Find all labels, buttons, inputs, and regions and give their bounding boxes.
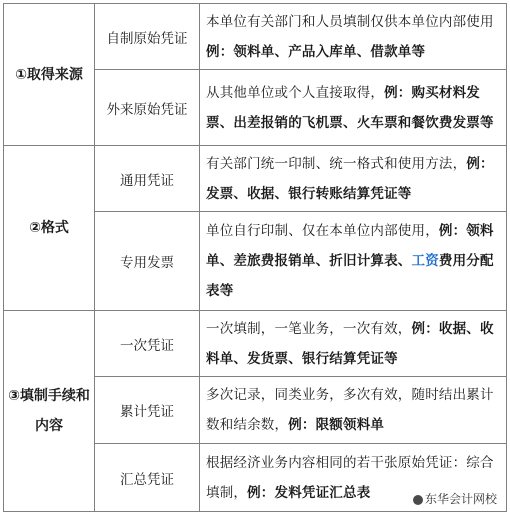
description-cell (200, 70, 507, 146)
wage-link[interactable]: 工资 (411, 253, 439, 269)
subtype-cell: 一次凭证 (95, 311, 200, 377)
description-cell (200, 146, 507, 212)
example-text: 例：领料单、产品入库单、借款单等 (206, 43, 426, 60)
table-row (4, 4, 507, 70)
description-cell (200, 311, 507, 377)
watermark (410, 489, 500, 508)
subtype-cell: 自制原始凭证 (95, 4, 200, 70)
description-text: 根据经济业务内容相同的若干张原始凭证：综合填制， (206, 454, 494, 501)
example-text-tail: 费用分配表等 (206, 253, 494, 299)
description-text: 有关部门统一印制、统一格式和使用方法， (206, 155, 467, 172)
description-text: 本单位有关部门和人员填制仅供本单位内部使用 (206, 13, 494, 30)
table-row (4, 311, 507, 377)
subtype-cell: 汇总凭证 (95, 444, 200, 512)
description-cell (200, 4, 507, 70)
subtype-cell: 累计凭证 (95, 377, 200, 444)
example-text: 例：限额领料单 (288, 417, 385, 433)
category-cell: ①取得来源 (4, 4, 95, 146)
subtype-cell: 外来原始凭证 (95, 70, 200, 146)
example-text: 例：购买材料发票、出差报销的飞机票、火车票和餐饮费发票等 (206, 84, 494, 131)
example-text: 例：收据、收料单、发货票、银行结算凭证等 (206, 320, 494, 367)
description-text: 多次记录，同类业务，多次有效，随时结出累计数和结余数， (206, 387, 494, 433)
description-cell (200, 212, 507, 311)
description-cell (200, 377, 507, 444)
example-text: 例：发料凭证汇总表 (247, 484, 371, 501)
category-cell: ③填制手续和内容 (4, 311, 95, 512)
voucher-classification-table (3, 3, 507, 512)
description-text: 从其他单位或个人直接取得， (206, 84, 385, 101)
example-text: 例：发票、收据、银行转账结算凭证等 (206, 155, 494, 202)
table-row (4, 146, 507, 212)
example-text: 例：领料单、差旅费报销单、折旧计算表、 (206, 223, 494, 269)
watermark-logo-icon (413, 495, 423, 505)
category-cell: ②格式 (4, 146, 95, 311)
description-text: 一次填制，一笔业务，一次有效， (206, 320, 412, 337)
subtype-cell: 通用凭证 (95, 146, 200, 212)
watermark-text: 东华会计网校 (424, 492, 497, 506)
subtype-cell: 专用发票 (95, 212, 200, 311)
description-text: 单位自行印制、仅在本单位内部使用， (206, 223, 439, 239)
